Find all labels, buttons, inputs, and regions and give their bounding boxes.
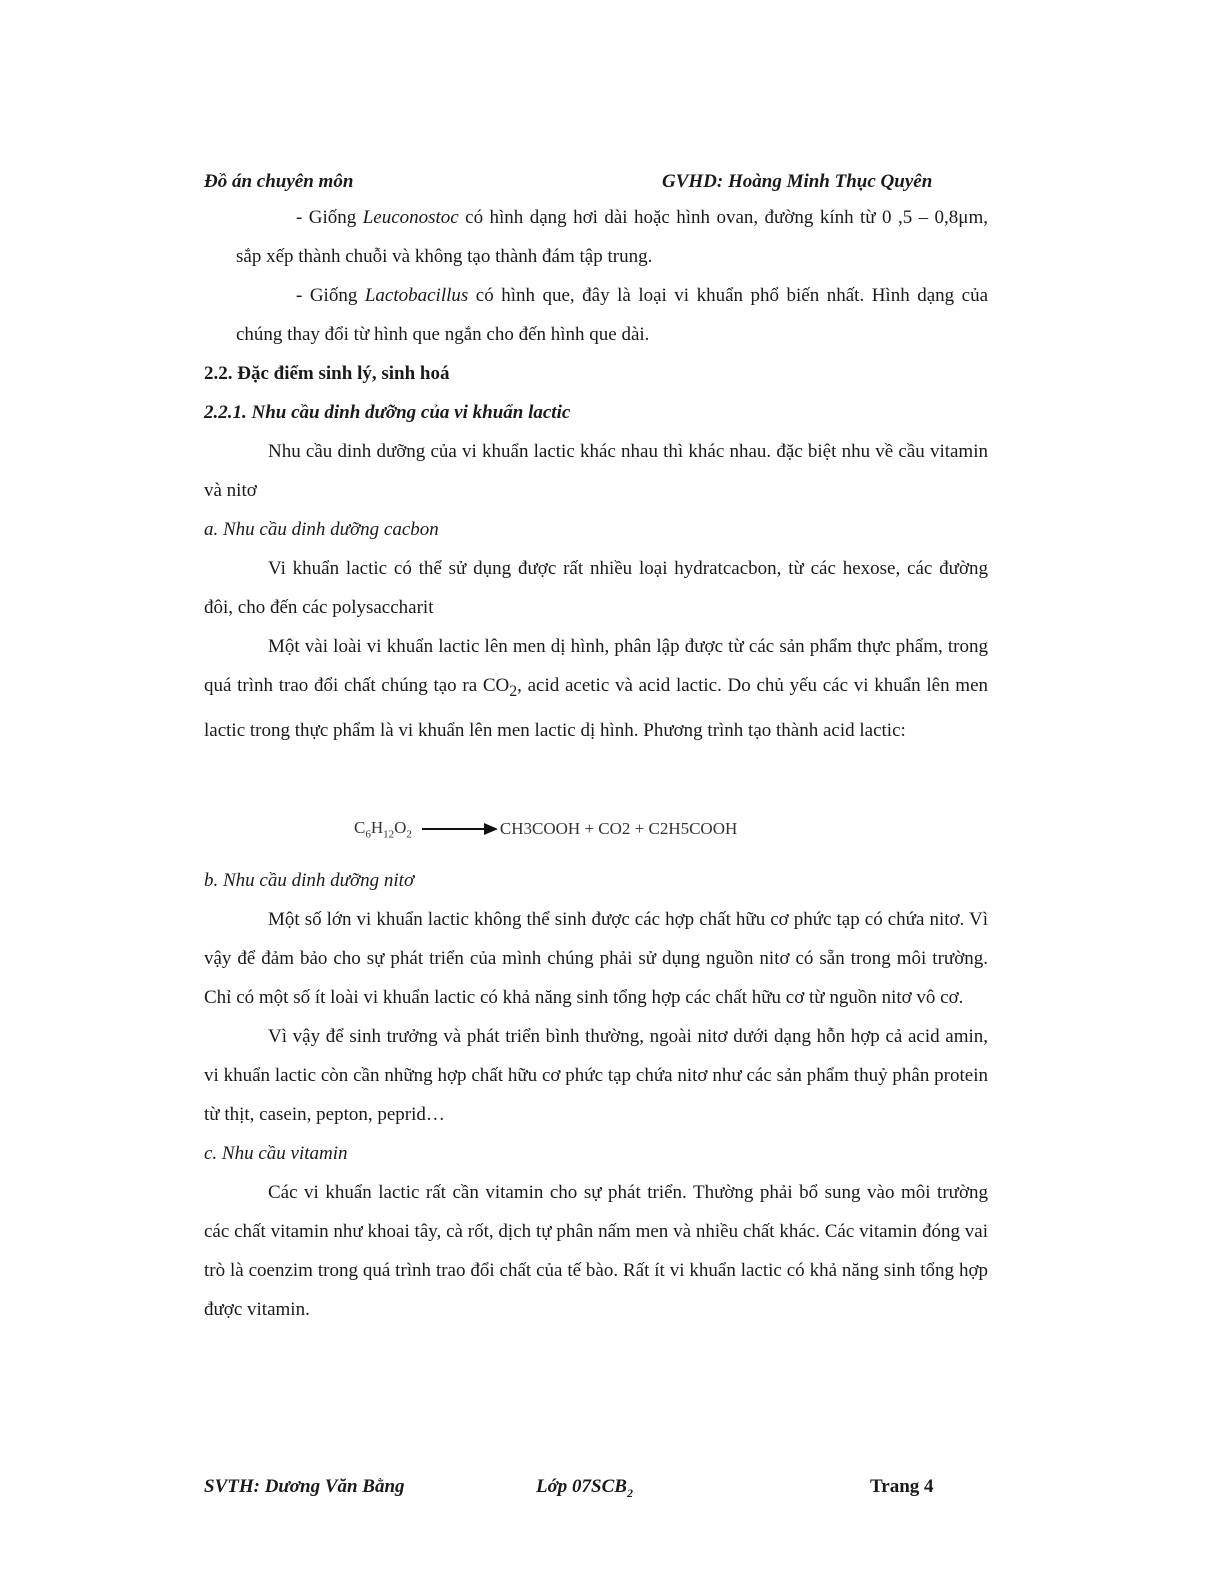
bullet-prefix: - Giống [296,285,365,306]
paragraph-text: có hình dạng hơi dài hoặc hình ovan, đường kính từ 0 ,5 – 0,8μm, sắp xếp thành chuỗi và không tạo thành đám tập trung. [236,207,989,267]
paragraph-lactobacillus [204,276,988,354]
equation-products: CH3COOH + CO2 + C2H5COOH [499,819,738,838]
paragraph-nitrogen-1: Một số lớn vi khuẩn lactic không thể sinh được các hợp chất hữu cơ phức tạp có chứa nitơ. Vì vậy để đảm bảo cho sự phát triển của mình chúng phải sử dụng nguồn nitơ có sẵn trong môi trường. Chỉ có một số ít loài vi khuẩn lactic có khả năng sinh tổng hợp các chất hữu cơ từ nguồn nitơ vô cơ. [204,909,988,1008]
genus-name: Lactobacillus [364,285,469,306]
heading-carbon: a. Nhu cầu dinh dưỡng cacbon [204,519,439,540]
paragraph-intro: Nhu cầu dinh dưỡng của vi khuẩn lactic khác nhau thì khác nhau. đặc biệt nhu về cầu vitamin và nitơ [204,441,988,501]
paragraph-nitrogen-2: Vì vậy để sinh trưởng và phát triển bình thường, ngoài nitơ dưới dạng hỗn hợp cả acid amin, vi khuẩn lactic còn cần những hợp chất hữu cơ phức tạp chứa nitơ như các sản phẩm thuỷ phân protein từ thịt, casein, pepton, peprid… [204,1026,988,1125]
footer-page-number: Trang 4 [870,1476,934,1497]
subsection-heading: 2.2.1. Nhu cầu dinh dưỡng của vi khuẩn lactic [204,402,571,423]
section-heading: 2.2. Đặc điểm sinh lý, sinh hoá [204,363,450,384]
header-title: Đồ án chuyên môn [204,171,354,192]
page-body-continued [204,861,988,1329]
paragraph-leuconostoc [204,198,988,276]
page-body [204,198,988,750]
paragraph-text: Một vài loài vi khuẩn lactic lên men dị hình, phân lập được từ các sản phẩm thực phẩm, trong quá trình trao đổi chất chúng tạo ra CO [204,636,988,696]
chemical-equation [354,814,854,844]
heading-nitrogen: b. Nhu cầu dinh dưỡng nitơ [204,870,415,891]
reaction-arrow-icon [422,823,498,835]
equation-reactant: $C_6H_{12}O_2$ [354,817,412,841]
paragraph-carbon-1: Vi khuẩn lactic có thể sử dụng được rất nhiều loại hydratcacbon, từ các hexose, các đường đôi, cho đến các polysaccharit [204,558,988,618]
paragraph-text: , acid acetic và acid lactic. Do chủ yếu các vi khuẩn lên men lactic trong thực phẩm là vi khuẩn lên men lactic dị hình. Phương trình tạo thành acid lactic: [204,675,988,741]
paragraph-carbon-2 [204,627,988,750]
genus-name: Leuconostoc [362,207,459,228]
paragraph-text: có hình que, đây là loại vi khuẩn phổ biến nhất. Hình dạng của chúng thay đổi từ hình que ngắn cho đến hình que dài. [236,285,988,345]
bullet-prefix: - Giống [296,207,363,228]
heading-vitamin: c. Nhu cầu vitamin [204,1143,348,1164]
header-instructor: GVHD: Hoàng Minh Thục Quyên [662,171,933,192]
footer-student: SVTH: Dương Văn Bằng [204,1476,405,1497]
footer-class: Lớp $07SCB_2$ [536,1476,633,1500]
paragraph-vitamin: Các vi khuẩn lactic rất cần vitamin cho sự phát triển. Thường phải bổ sung vào môi trường các chất vitamin như khoai tây, cà rốt, dịch tự phân nấm men và nhiều chất khác. Các vitamin đóng vai trò là coenzim trong quá trình trao đổi chất của tế bào. Rất ít vi khuẩn lactic có khả năng sinh tổng hợp được vitamin. [204,1182,988,1320]
subscript: 2 [509,682,518,700]
